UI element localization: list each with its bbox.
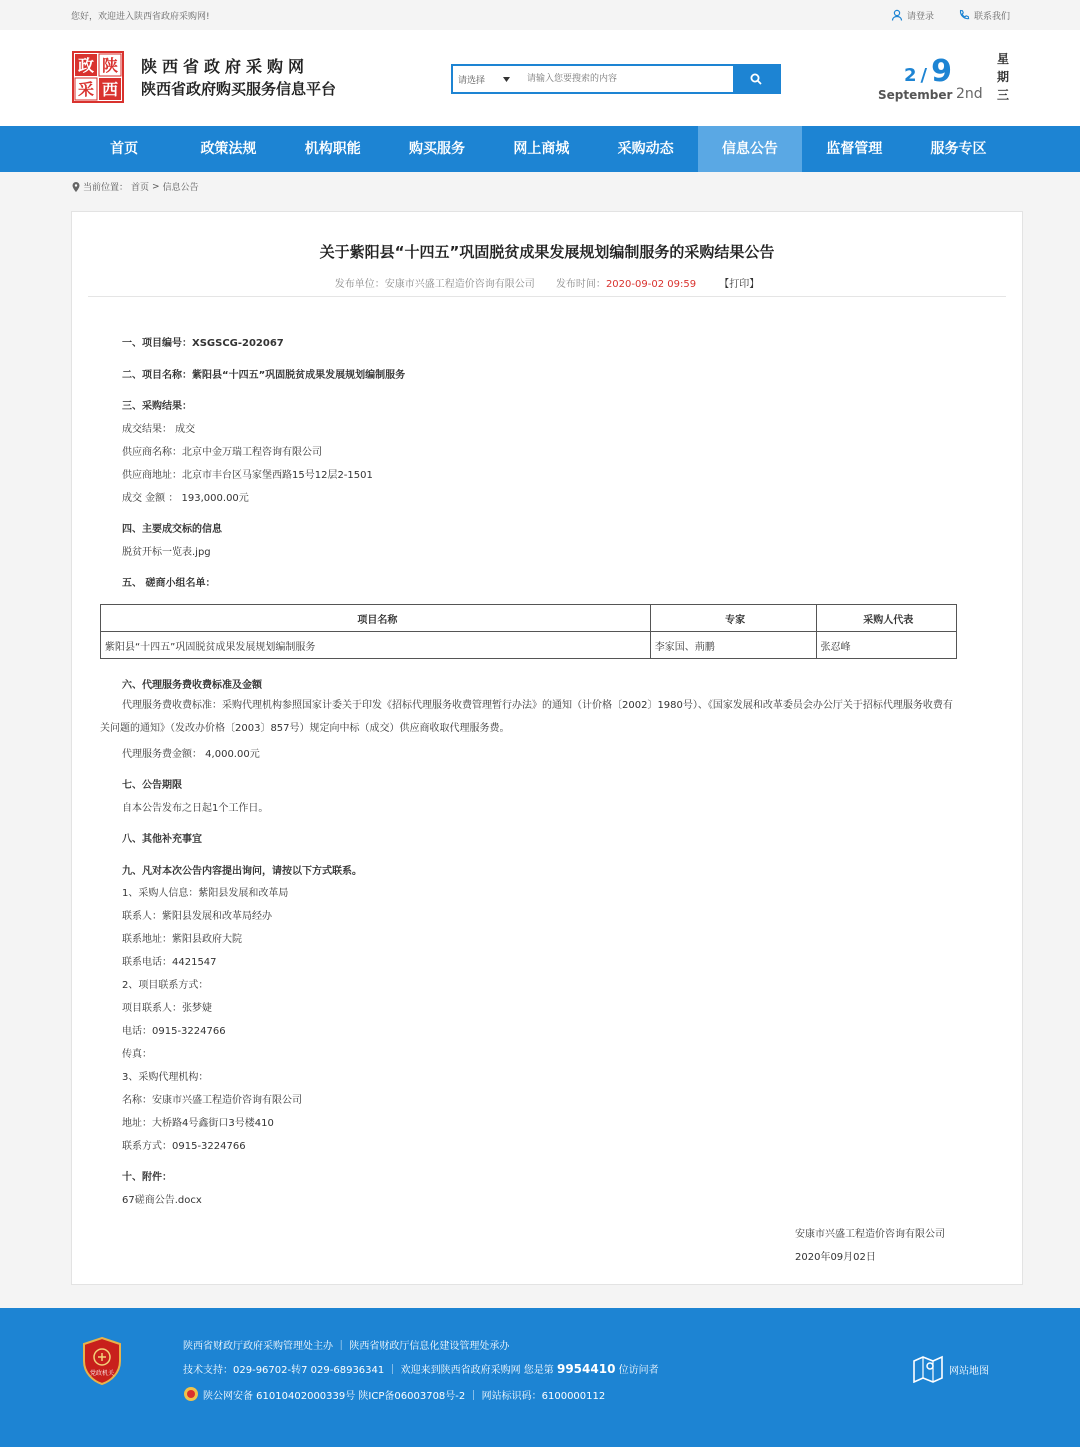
deal-amount: 成交 金额 ： 193,000.00元: [122, 493, 249, 504]
login-link[interactable]: [891, 9, 934, 22]
emblem-text: 党政机关: [89, 1370, 115, 1377]
contact-line: 项目联系人：张梦婕: [122, 1003, 212, 1014]
logo-char-4: 西: [101, 80, 119, 99]
agency-fee-amount: 代理服务费金额： 4,000.00元: [122, 749, 260, 760]
nav-item-online-mall[interactable]: 网上商城: [513, 141, 570, 157]
contact-line: 联系地址：紫阳县政府大院: [122, 934, 242, 945]
section-project-name: 二、项目名称：紫阳县“十四五”巩固脱贫成果发展规划编制服务: [122, 370, 406, 381]
contact-line: 联系人：紫阳县发展和改革局经办: [122, 911, 272, 922]
site-footer: [0, 1308, 1080, 1447]
nav-item-supervision[interactable]: 监督管理: [826, 141, 883, 157]
supplier-name: 供应商名称：北京中金万瑞工程咨询有限公司: [122, 447, 322, 458]
contact-label: 联系我们: [973, 11, 1010, 22]
footer-visitor-suffix: 位访问者: [618, 1365, 659, 1376]
supplier-address: 供应商地址：北京市丰台区马家堡西路15号12层2-1501: [122, 470, 373, 481]
search-button[interactable]: [733, 66, 779, 92]
contact-line: 1、采购人信息：紫阳县发展和改革局: [122, 888, 289, 899]
contact-link[interactable]: [958, 9, 1010, 22]
table-header-row: [101, 605, 957, 632]
table-header-cell: 采购人代表: [816, 605, 956, 632]
site-header: [0, 30, 1080, 126]
site-logo[interactable]: [72, 51, 124, 103]
map-icon: [913, 1355, 943, 1383]
nav-item-purchase-services[interactable]: 购买服务: [409, 141, 466, 157]
breadcrumb-label: 当前位置：: [83, 183, 129, 193]
section-subject-info: 四、主要成交标的信息: [122, 524, 222, 535]
contact-line: 传真：: [122, 1049, 152, 1060]
nav-item-service-zone[interactable]: 服务专区: [930, 141, 987, 157]
site-subtitle: 陕西省政府购买服务信息平台: [141, 80, 337, 98]
login-label: 请登录: [906, 11, 934, 22]
weekday-char-2: 期: [997, 70, 1010, 84]
footer-line-2: [183, 1361, 659, 1376]
date-widget: [878, 50, 988, 106]
date-separator: /: [920, 65, 928, 86]
search-category-select[interactable]: [453, 66, 523, 92]
contact-line: 联系电话：4421547: [122, 957, 217, 968]
nav-item-announcements[interactable]: 信息公告: [698, 126, 802, 172]
section-attachments: 十、附件：: [122, 1172, 172, 1183]
location-pin-icon: [72, 182, 80, 192]
table-header-cell: 专家: [650, 605, 816, 632]
nav-item-procurement-news[interactable]: 采购动态: [617, 141, 674, 157]
breadcrumb-home[interactable]: 首页: [131, 183, 150, 193]
breadcrumb-current[interactable]: 信息公告: [162, 183, 199, 193]
contact-line: 名称：安康市兴盛工程造价咨询有限公司: [122, 1095, 302, 1106]
table-cell: 李家国、荊鹏: [650, 632, 816, 659]
section-agency-fee: 六、代理服务费收费标准及金额: [122, 680, 262, 691]
table-row: [101, 632, 957, 659]
nav-item-policy[interactable]: 政策法规: [200, 141, 257, 157]
footer-line-3: [183, 1386, 605, 1402]
notice-period-text: 自本公告发布之日起1个工作日。: [122, 803, 269, 814]
section-other-matters: 八、其他补充事宜: [122, 834, 202, 845]
weekday-char-1: 星: [997, 52, 1010, 66]
title-divider: [88, 296, 1006, 297]
article-card: [71, 211, 1023, 1285]
party-government-emblem[interactable]: [82, 1337, 122, 1385]
weekday-char-3: 三: [997, 88, 1010, 102]
publisher-name: 安康市兴盛工程造价咨询有限公司: [384, 279, 535, 290]
section-notice-period: 七、公告期限: [122, 780, 182, 791]
signature-date: 2020年09月02日: [795, 1252, 876, 1263]
attachment-link-jpg[interactable]: 脱贫开标一览表.jpg: [122, 547, 211, 558]
contact-line: 电话：0915-3224766: [122, 1026, 226, 1037]
attachment-link-docx[interactable]: 67磋商公告.docx: [122, 1195, 202, 1206]
weekday: [997, 50, 1011, 104]
caret-down-icon: [503, 77, 510, 82]
date-number: [904, 54, 952, 89]
date-day-ordinal: 2nd: [956, 86, 983, 102]
main-nav: [0, 126, 1080, 172]
section-panel-list: 五、 磋商小组名单：: [122, 578, 216, 589]
date-day-number: 9: [931, 54, 952, 89]
site-title: 陕西省政府采购网: [141, 57, 310, 76]
footer-line-1: 陕西省财政厅政府采购管理处主办 ｜ 陕西省财政厅信息化建设管理处承办: [183, 1341, 510, 1352]
signature-org: 安康市兴盛工程造价咨询有限公司: [795, 1229, 945, 1240]
section-project-number: 一、项目编号：XSGSCG-202067: [122, 338, 284, 349]
footer-registration: 陕公网安备 61010402000339号 陕ICP备06003708号-2 ｜ 网站标识码：6100000112: [203, 1390, 606, 1402]
contact-line: 地址：大桥路4号鑫街口3号楼410: [122, 1118, 274, 1129]
top-bar: [0, 0, 1080, 30]
article-meta: [72, 275, 1022, 290]
search-input[interactable]: [523, 66, 733, 92]
phone-icon: [958, 9, 970, 21]
search-box: [451, 64, 781, 94]
nav-item-institutions[interactable]: 机构职能: [304, 141, 361, 157]
section-contact: 九、凡对本次公告内容提出询问，请按以下方式联系。: [122, 866, 362, 877]
contact-line: 3、采购代理机构：: [122, 1072, 209, 1083]
logo-char-2: 陕: [101, 56, 119, 75]
date-month-number: 2: [904, 65, 917, 86]
nav-item-home[interactable]: 首页: [110, 141, 139, 157]
police-badge-icon[interactable]: [183, 1386, 199, 1402]
contact-line: 2、项目联系方式：: [122, 980, 209, 991]
table-cell: 紫阳县“十四五”巩固脱贫成果发展规划编制服务: [101, 632, 651, 659]
table-header-cell: 项目名称: [101, 605, 651, 632]
publish-time-label: 发布时间：: [555, 279, 606, 290]
publish-time: 2020-09-02 09:59: [605, 279, 697, 290]
user-icon: [891, 9, 903, 21]
sitemap-label: 网站地图: [949, 1365, 989, 1377]
article-title: 关于紫阳县“十四五”巩固脱贫成果发展规划编制服务的采购结果公告: [319, 243, 775, 261]
contact-line: 联系方式：0915-3224766: [122, 1141, 246, 1152]
panel-table: [100, 604, 957, 659]
search-icon: [750, 73, 762, 85]
welcome-text: 您好，欢迎进入陕西省政府采购网!: [71, 11, 210, 22]
breadcrumb: [0, 172, 1080, 201]
publisher-label: 发布单位：: [334, 279, 385, 290]
logo-char-3: 采: [77, 80, 95, 99]
search-select-label: 请选择: [458, 75, 486, 86]
logo-char-1: 政: [77, 56, 95, 75]
footer-support: 技术支持：029-96702-转7 029-68936341 ｜ 欢迎来到陕西省政府采购网 您是第: [183, 1365, 554, 1376]
result-status: 成交结果： 成交: [122, 424, 196, 435]
visitor-count: 9954410: [556, 1362, 616, 1376]
breadcrumb-separator: >: [152, 181, 160, 192]
section-result-heading: 三、采购结果：: [122, 401, 192, 412]
table-cell: 张忍峰: [816, 632, 956, 659]
agency-fee-standard: 代理服务费收费标准：采购代理机构参照国家计委关于印发《招标代理服务收费管理暂行办法》的通知（计价格〔2002〕1980号）、《国家发展和改革委员会办公厅关于招标代理服务收费有关问题的通知》（发改办价格〔2003〕857号）规定向中标（成交）供应商收取代理服务费。: [100, 700, 953, 734]
sitemap-link[interactable]: [913, 1355, 989, 1383]
date-month-name: September: [878, 88, 953, 102]
print-link[interactable]: 【打印】: [719, 279, 760, 290]
